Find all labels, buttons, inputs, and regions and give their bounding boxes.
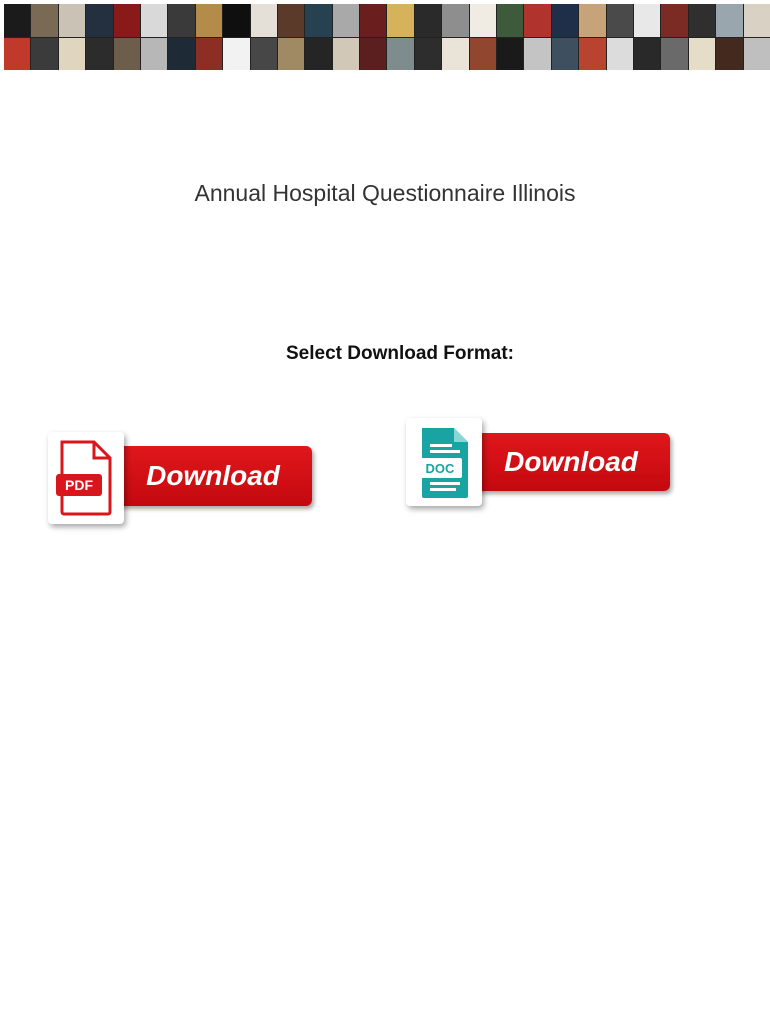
page-title: Annual Hospital Questionnaire Illinois <box>194 180 576 206</box>
cover-thumbnail <box>31 4 57 37</box>
pdf-file-card <box>48 432 124 524</box>
cover-thumbnail <box>360 38 386 71</box>
cover-thumbnail <box>524 38 550 71</box>
cover-thumbnail <box>524 4 550 37</box>
cover-thumbnail <box>716 4 742 37</box>
doc-file-icon <box>414 426 474 500</box>
cover-thumbnail <box>387 4 413 37</box>
cover-thumbnail <box>634 38 660 71</box>
cover-thumbnail <box>689 4 715 37</box>
cover-thumbnail <box>305 38 331 71</box>
cover-thumbnail <box>442 4 468 37</box>
cover-thumbnail <box>552 38 578 71</box>
cover-thumbnail <box>223 4 249 37</box>
cover-thumbnail <box>333 38 359 71</box>
pdf-download-button[interactable] <box>48 432 316 524</box>
cover-thumbnail <box>31 38 57 71</box>
cover-thumbnail <box>415 38 441 71</box>
cover-thumbnail <box>196 38 222 71</box>
pdf-download-label: Download <box>114 446 312 506</box>
cover-thumbnail <box>442 38 468 71</box>
cover-thumbnail <box>387 38 413 71</box>
cover-thumbnail <box>661 4 687 37</box>
cover-thumbnail <box>141 38 167 71</box>
download-format-heading: Select Download Format: <box>285 343 515 364</box>
cover-thumbnail <box>86 38 112 71</box>
doc-badge-text: DOC <box>425 461 455 476</box>
cover-thumbnail <box>607 4 633 37</box>
cover-thumbnail <box>59 4 85 37</box>
cover-thumbnail <box>744 38 770 71</box>
cover-thumbnail <box>196 4 222 37</box>
doc-download-label: Download <box>472 433 670 491</box>
cover-thumbnail <box>333 4 359 37</box>
cover-thumbnail <box>716 38 742 71</box>
cover-thumbnail <box>497 4 523 37</box>
cover-thumbnail <box>470 38 496 71</box>
cover-thumbnail <box>497 38 523 71</box>
cover-thumbnail <box>59 38 85 71</box>
cover-thumbnail <box>4 38 30 71</box>
cover-thumbnail <box>470 4 496 37</box>
cover-thumbnail <box>607 38 633 71</box>
cover-thumbnail <box>278 4 304 37</box>
cover-thumbnail <box>278 38 304 71</box>
pdf-file-icon <box>56 440 116 516</box>
cover-thumbnail <box>114 38 140 71</box>
cover-thumbnail <box>305 4 331 37</box>
cover-thumbnail <box>251 38 277 71</box>
cover-thumbnail <box>634 4 660 37</box>
cover-thumbnail <box>689 38 715 71</box>
cover-thumbnail <box>168 4 194 37</box>
cover-thumbnail <box>360 4 386 37</box>
cover-thumbnail <box>661 38 687 71</box>
cover-thumbnail <box>86 4 112 37</box>
cover-thumbnail <box>251 4 277 37</box>
cover-collage-banner <box>4 4 770 70</box>
cover-thumbnail <box>168 38 194 71</box>
cover-thumbnail <box>114 4 140 37</box>
cover-thumbnail <box>415 4 441 37</box>
doc-file-card <box>406 418 482 506</box>
pdf-badge-text: PDF <box>65 477 93 493</box>
cover-thumbnail <box>4 4 30 37</box>
cover-thumbnail <box>223 38 249 71</box>
cover-thumbnail <box>579 38 605 71</box>
cover-thumbnail <box>744 4 770 37</box>
doc-download-button[interactable] <box>406 418 674 508</box>
cover-thumbnail <box>579 4 605 37</box>
cover-thumbnail <box>141 4 167 37</box>
cover-thumbnail <box>552 4 578 37</box>
